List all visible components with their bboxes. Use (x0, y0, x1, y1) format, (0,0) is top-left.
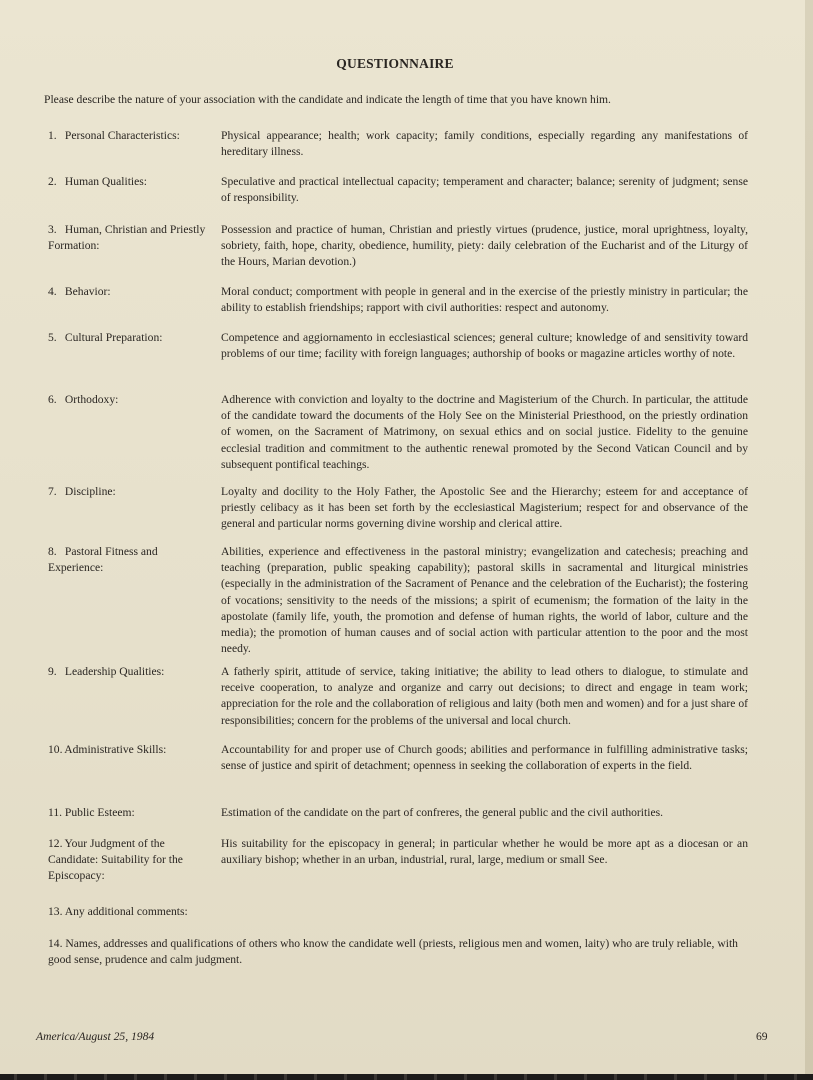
question-item-13: 13. Any additional comments: (48, 905, 188, 918)
intro-text: Please describe the nature of your association with the candidate and indicate the length of time that you have known him. (44, 93, 611, 106)
item-label: 4. Behavior: (48, 285, 111, 298)
item-label: 1. Personal Characteristics: (48, 129, 180, 142)
item-description: Abilities, experience and effectiveness in the pastoral ministry; evangelization and catechesis; preaching and teaching (preparation, public speaking capability); pastoral skills in sacramental and liturgical ministries (especially in the administration of the Sacrament of Penance and the celebration of the Eucharist); the fostering of vocations; sensitivity to the needs of the missions; a spirit of ecumenism; the formation of the laity in the apostolate (family life, youth, the promotion and defense of human rights, the world of labor, culture and the media); the promotion of human causes and of social action with particular attention to the poor and the most needy. (221, 545, 748, 656)
item-description: His suitability for the episcopacy in general; in particular whether he would be more apt as a diocesan or an auxiliary bishop; whether in an urban, industrial, rural, large, medium or small See. (221, 837, 748, 867)
item-description: Competence and aggiornamento in ecclesiastical sciences; general culture; knowledge of and sensitivity toward problems of our time; facility with foreign languages; authorship of books or magazine articles worthy of note. (221, 331, 748, 361)
item-label: 6. Orthodoxy: (48, 393, 119, 406)
item-description: Possession and practice of human, Christian and priestly virtues (prudence, justice, moral uprightness, loyalty, sobriety, faith, hope, charity, obedience, humility, piety: daily celebration of the Eucharist and of the Liturgy of the Hours, Marian devotion.) (221, 223, 748, 269)
item-description: Moral conduct; comportment with people in general and in the exercise of the priestly ministry in particular; the ability to establish friendships; rapport with civil authorities: respect and autonomy. (221, 285, 748, 315)
item-label: 9. Leadership Qualities: (48, 665, 165, 678)
item-description: Speculative and practical intellectual capacity; temperament and character; balance; serenity of judgment; sense of responsibility. (221, 175, 748, 205)
item-label: 7. Discipline: (48, 485, 116, 498)
item-label: 12. Your Judgment of the Candidate: Suitability for the Episcopacy: (48, 837, 183, 883)
item-label: 5. Cultural Preparation: (48, 331, 163, 344)
item-description: Adherence with conviction and loyalty to the doctrine and Magisterium of the Church. In particular, the attitude of the candidate toward the documents of the Holy See on the Ministerial Priesthood, on the priestly ordination of women, on the Sacrament of Matrimony, on sexual ethics and on social justice. Fidelity to the genuine ecclesial tradition and commitment to the authentic renewal promoted by the Second Vatican Council and by subsequent pontifical teachings. (221, 393, 748, 471)
page-title: QUESTIONNAIRE (336, 56, 454, 71)
item-description: Physical appearance; health; work capacity; family conditions, especially regarding any manifestations of hereditary illness. (221, 129, 748, 159)
footer-source: America/August 25, 1984 (36, 1030, 155, 1043)
page-edge-shadow (805, 0, 813, 1080)
item-description: A fatherly spirit, attitude of service, taking initiative; the ability to lead others to dialogue, to stimulate and receive cooperation, to analyze and organize and carry out decisions; to direct and engage in team work; appreciation for the role and the collaboration of religious and laity (both men and women) and for a just share of responsibilities; concern for the problems of the universal and local church. (221, 665, 748, 727)
item-label: 11. Public Esteem: (48, 806, 135, 819)
item-description: Loyalty and docility to the Holy Father, the Apostolic See and the Hierarchy; esteem for and acceptance of priestly celibacy as it has been set forth by the ecclesiastical Magisterium; respect for and observance of the general and particular norms governing divine worship and clerical attire. (221, 485, 748, 531)
item-description: Estimation of the candidate on the part of confreres, the general public and the civil authorities. (221, 806, 664, 819)
item-label: 3. Human, Christian and Priestly Formation: (48, 223, 206, 253)
question-item-14: 14. Names, addresses and qualifications of others who know the candidate well (priests, religious men and women, laity) who are truly reliable, with good sense, prudence and calm judgment. (48, 937, 738, 967)
item-description: Accountability for and proper use of Church goods; abilities and performance in fulfilling administrative tasks; sense of justice and spirit of detachment; openness in seeking the collaboration of experts in the field. (221, 743, 748, 773)
item-label: 8. Pastoral Fitness and Experience: (48, 545, 158, 575)
item-label: 2. Human Qualities: (48, 175, 148, 188)
item-label: 10. Administrative Skills: (48, 743, 167, 756)
page-number: 69 (756, 1030, 768, 1043)
scan-edge-strip (0, 1074, 813, 1080)
